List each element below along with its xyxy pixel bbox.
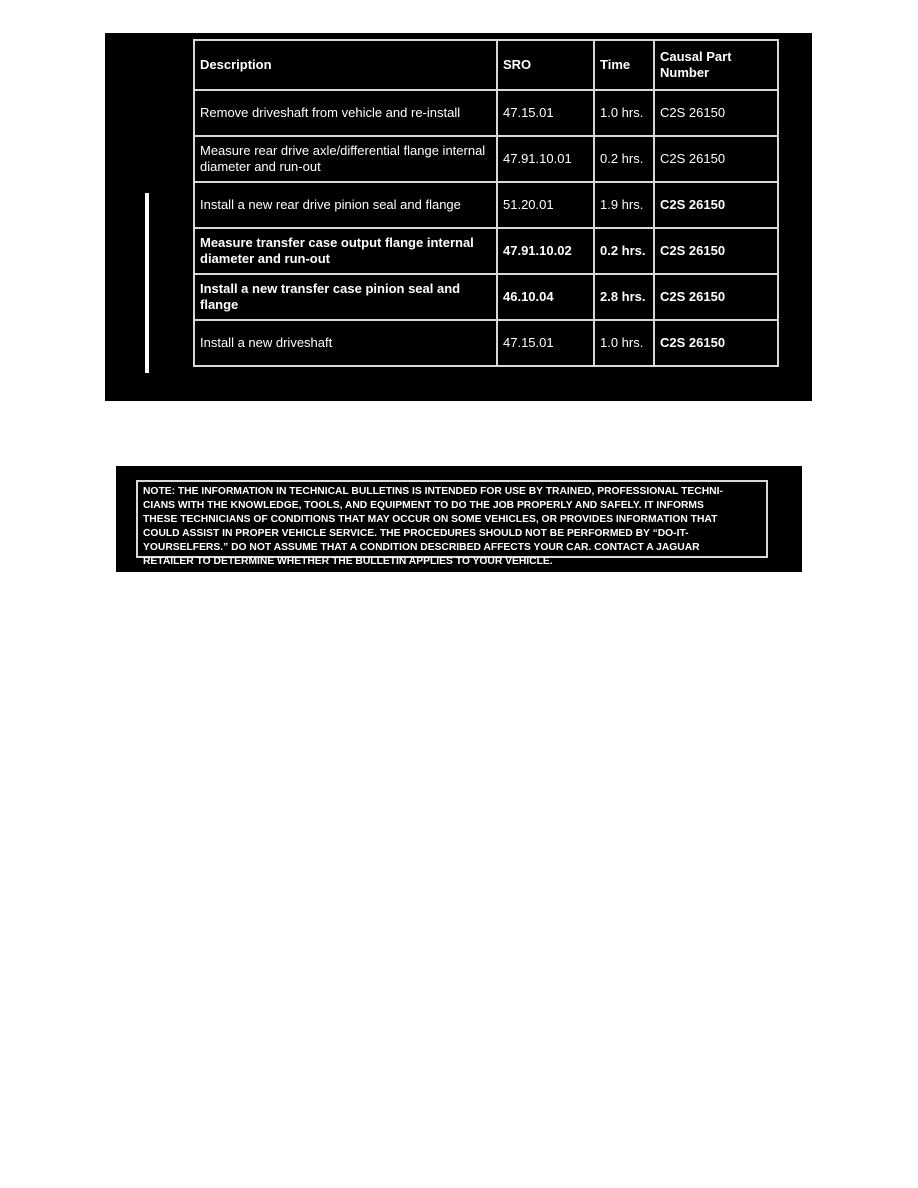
header-sro: SRO bbox=[497, 40, 594, 90]
row-sro: 47.15.01 bbox=[497, 320, 594, 366]
row-time: 2.8 hrs. bbox=[594, 274, 654, 320]
row-time: 1.9 hrs. bbox=[594, 182, 654, 228]
header-causal-part-number: Causal Part Number bbox=[654, 40, 778, 90]
header-description: Description bbox=[194, 40, 497, 90]
row-description: Install a new transfer case pinion seal and flange bbox=[194, 274, 497, 320]
row-sro: 47.91.10.02 bbox=[497, 228, 594, 274]
row-time: 1.0 hrs. bbox=[594, 90, 654, 136]
row-causal-part: C2S 26150 bbox=[654, 136, 778, 182]
row-description: Measure rear drive axle/differential flange internal diameter and run-out bbox=[194, 136, 497, 182]
row-sro: 47.15.01 bbox=[497, 90, 594, 136]
row-description: Measure transfer case output flange internal diameter and run-out bbox=[194, 228, 497, 274]
labor-table-panel bbox=[105, 33, 812, 401]
row-description: Install a new rear drive pinion seal and flange bbox=[194, 182, 497, 228]
row-description: Install a new driveshaft bbox=[194, 320, 497, 366]
disclaimer-note-text: NOTE: THE INFORMATION IN TECHNICAL BULLETINS IS INTENDED FOR USE BY TRAINED, PROFESSIONAL TECHNI- CIANS WITH THE KNOWLEDGE, TOOLS, AND EQUIPMENT TO DO THE JOB PROPERLY AND SAFELY. IT INFORMS THESE TECHNICIANS OF CONDITIONS THAT MAY OCCUR ON SOME VEHICLES, OR PROVIDES INFORMATION THAT COULD ASSIST IN PROPER VEHICLE SERVICE. THE PROCEDURES SHOULD NOT BE PERFORMED BY “DO-IT- YOURSELFERS.” DO NOT ASSUME THAT A CONDITION DESCRIBED AFFECTS YOUR CAR. CONTACT A JAGUAR RETAILER TO DETERMINE WHETHER THE BULLETIN APPLIES TO YOUR VEHICLE. bbox=[136, 480, 768, 558]
row-time: 0.2 hrs. bbox=[594, 228, 654, 274]
row-time: 0.2 hrs. bbox=[594, 136, 654, 182]
table-row bbox=[194, 228, 778, 274]
table-header-row bbox=[194, 40, 778, 90]
row-sro: 47.91.10.01 bbox=[497, 136, 594, 182]
table-row bbox=[194, 136, 778, 182]
table-row bbox=[194, 182, 778, 228]
row-time: 1.0 hrs. bbox=[594, 320, 654, 366]
header-time: Time bbox=[594, 40, 654, 90]
row-causal-part: C2S 26150 bbox=[654, 228, 778, 274]
table-row bbox=[194, 320, 778, 366]
row-sro: 51.20.01 bbox=[497, 182, 594, 228]
table-row bbox=[194, 274, 778, 320]
table-row bbox=[194, 90, 778, 136]
labor-times-table bbox=[193, 39, 779, 367]
revision-change-bar bbox=[145, 193, 149, 373]
row-causal-part: C2S 26150 bbox=[654, 182, 778, 228]
row-sro: 46.10.04 bbox=[497, 274, 594, 320]
row-causal-part: C2S 26150 bbox=[654, 274, 778, 320]
row-description: Remove driveshaft from vehicle and re-install bbox=[194, 90, 497, 136]
row-causal-part: C2S 26150 bbox=[654, 320, 778, 366]
disclaimer-note-panel bbox=[116, 466, 802, 572]
row-causal-part: C2S 26150 bbox=[654, 90, 778, 136]
